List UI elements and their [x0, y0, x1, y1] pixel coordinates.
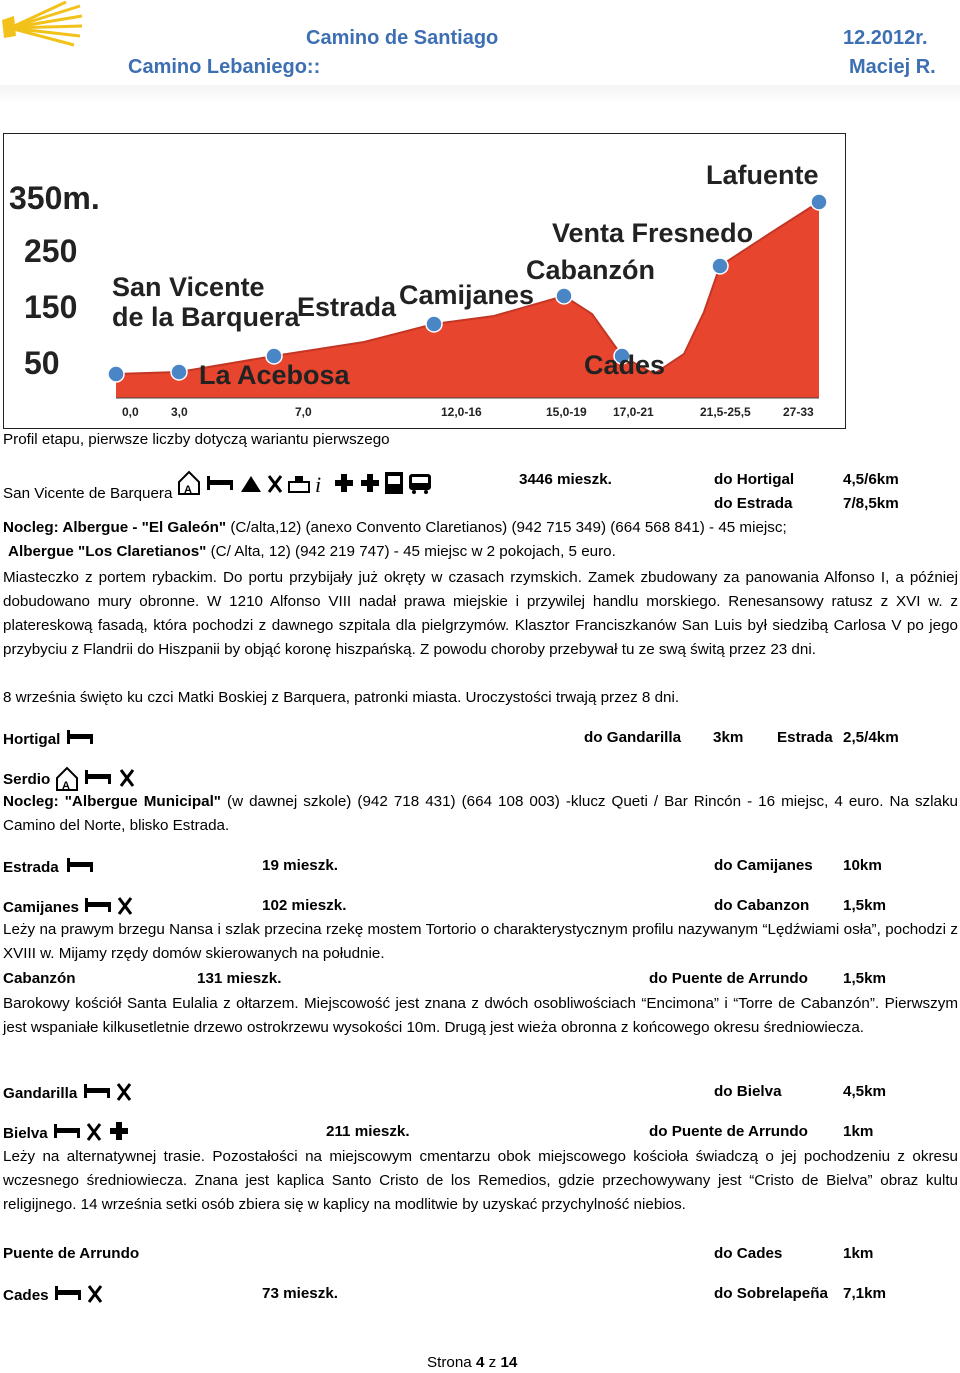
- bielva-icons: [52, 1120, 136, 1146]
- restaurant-icon: [88, 1124, 100, 1140]
- hortigal-to: do Gandarilla: [584, 729, 682, 746]
- point-lafuente: [811, 194, 827, 210]
- estrada-to: do Camijanes: [714, 857, 813, 874]
- san-vicente-description: Miasteczko z portem rybackim. Do portu przybijały już okręty w czasach rzymskich. Zamek zbudowany za panowania Alfonso I, a później dobudowano mury obronne. W 1210 Alfonso VIII nadał prawa miejskie i przywilej handlu morskiego. Renesansowy ratusz z XVI w. z platereskową fasadą, która pochodzi z dawnego szpitala dla pielgrzymów. Klasztor Franciszkanów San Luis był siedzibą Carlosa V po jego przybyciu z Flandrii do Hiszpanii by objąć koronę hiszpańską. Z powodu choroby przebywał tu ze swą świtą przez 23 dni.: [3, 569, 958, 658]
- bielva-dist: 1km: [843, 1123, 874, 1140]
- san-vicente-festival: 8 września święto ku czci Matki Boskiej z Barquera, patronki miasta. Uroczystości trwają przez 8 dni.: [3, 689, 680, 706]
- svg-text:A: A: [183, 484, 192, 496]
- cabanzon-dist: 1,5km: [843, 970, 887, 987]
- camijanes-name: Camijanes: [3, 899, 79, 916]
- bed-icon: [55, 1286, 81, 1300]
- bed-icon: [63, 854, 97, 880]
- restaurant-icon: [119, 898, 131, 914]
- restaurant-icon: [118, 1084, 130, 1100]
- cabanzon-population: 131 mieszk.: [197, 970, 282, 987]
- restaurant-icon: [121, 770, 133, 786]
- cabanzon-name: Cabanzón: [3, 970, 76, 987]
- gandarilla-row: [3, 1080, 138, 1106]
- camijanes-row: [3, 894, 139, 920]
- san-vicente-lodging-1: Nocleg: Albergue - "El Galeón" (C/alta,12) (anexo Convento Claretianos) (942 715 349) (664 568 841) - 45 miejsc;: [3, 519, 787, 536]
- y-label-50: 50: [24, 345, 60, 381]
- svg-text:i: i: [314, 472, 321, 497]
- profile-caption: Profil etapu, pierwsze liczby dotyczą wariantu pierwszego: [3, 431, 390, 448]
- header-shadow: [0, 85, 960, 103]
- serdio-row: [3, 764, 145, 792]
- san-vicente-population: 3446 mieszk.: [519, 471, 612, 488]
- header-title: Camino de Santiago: [306, 27, 499, 49]
- cades-population: 73 mieszk.: [262, 1285, 338, 1302]
- serdio-name: Serdio: [3, 771, 51, 788]
- san-vicente-name: San Vicente de Barquera: [3, 485, 173, 502]
- label-cabanzon: Cabanzón: [526, 255, 656, 285]
- label-san-vicente-2: de la Barquera: [112, 302, 300, 332]
- san-vicente-dist-hortigal: 4,5/6km: [843, 471, 899, 488]
- camijanes-description: Leży na prawym brzegu Nansa i szlak przecina rzekę mostem Tortorio o charakterystycznym profilu nazywanym “Lędźwiami osła”, pochodzi z XVIII w. Mijamy rzędy domów skierowanych na południe.: [3, 921, 958, 962]
- label-estrada: Estrada: [297, 292, 397, 322]
- svg-text:A: A: [61, 780, 70, 792]
- medical-cross-icon: [110, 1122, 128, 1140]
- tent-icon: [241, 476, 261, 492]
- bielva-to: do Puente de Arrundo: [649, 1123, 808, 1140]
- puente-dist: 1km: [843, 1245, 874, 1262]
- label-la-acebosa: La Acebosa: [199, 360, 350, 390]
- gandarilla-icons: [82, 1080, 138, 1106]
- camijanes-icons: [83, 894, 139, 920]
- camijanes-population: 102 mieszk.: [262, 897, 347, 914]
- estrada-name: Estrada: [3, 859, 59, 876]
- cades-row: [3, 1282, 109, 1308]
- bed-icon: [84, 1084, 110, 1098]
- x-label-6: 21,5-25,5: [700, 405, 751, 419]
- bielva-description: Leży na alternatywnej trasie. Pozostałości na miejscowym cmentarzu obok miejscowego kościoła świadczą o jej pochodzeniu z okresu wczesnego średniowiecza. Znana jest kaplica Santo Cristo de los Remedios, gdzie przechowywany jest “Cristo de Bielva” obraz kultu religijnego. 14 września setki osób zbiera się w kaplicy na modlitwie by uzyskać przychylność niebios.: [3, 1148, 958, 1213]
- cades-to: do Sobrelapeña: [714, 1285, 828, 1302]
- cabanzon-to: do Puente de Arrundo: [649, 970, 808, 987]
- point-cabanzon: [556, 288, 572, 304]
- header-subtitle: Camino Lebaniego::: [128, 56, 321, 78]
- albergue-icon: [57, 768, 77, 792]
- san-vicente-dist-estrada: 7/8,5km: [843, 495, 899, 512]
- bed-icon: [207, 476, 233, 490]
- y-label-250: 250: [24, 233, 78, 269]
- gandarilla-name: Gandarilla: [3, 1085, 78, 1102]
- san-vicente-lodging-2: Albergue "Los Claretianos" (C/ Alta, 12) (942 219 747) - 45 miejsc w 2 pokojach, 5 euro.: [8, 543, 616, 560]
- point-venta-fresnedo: [712, 258, 728, 274]
- puente-name: Puente de Arrundo: [3, 1245, 140, 1262]
- cabanzon-description: Barokowy kościół Santa Eulalia z ołtarzem. Miejscowość jest znana z dwóch osobliwościach “Encimona” i “Torre de Cabanzón”. Pierwszym jest wspaniałe kilkusetletnie drzewo ostrokrzewu wysokości 10m. Drugą jest wieża obronna z końcowego okresu średniowiecza.: [3, 995, 958, 1036]
- x-label-3: 12,0-16: [441, 405, 482, 419]
- camijanes-to: do Cabanzon: [714, 897, 810, 914]
- gandarilla-dist: 4,5km: [843, 1083, 887, 1100]
- bed-icon: [65, 726, 95, 752]
- cades-dist: 7,1km: [843, 1285, 887, 1302]
- san-vicente-to-estrada: do Estrada: [714, 495, 793, 512]
- restaurant-icon: [89, 1286, 101, 1302]
- point-san-vicente: [108, 366, 124, 382]
- san-vicente-row: [3, 468, 449, 506]
- albergue-icon: [179, 472, 199, 496]
- bielva-population: 211 mieszk.: [326, 1123, 410, 1140]
- estrada-row: [3, 854, 97, 880]
- hortigal-name: Hortigal: [3, 731, 61, 748]
- cades-name: Cades: [3, 1287, 49, 1304]
- point-la-acebosa: [171, 364, 187, 380]
- x-label-0: 0,0: [122, 405, 139, 419]
- cades-icons: [53, 1282, 109, 1308]
- restaurant-icon: [269, 476, 281, 492]
- bed-icon: [85, 770, 111, 784]
- scallop-shell-logo: [0, 0, 86, 52]
- label-cades: Cades: [584, 350, 666, 380]
- header-author: Maciej R.: [849, 56, 936, 78]
- hortigal-dist-2: 2,5/4km: [843, 729, 899, 746]
- hortigal-to-2: Estrada: [777, 729, 833, 746]
- point-camijanes: [426, 316, 442, 332]
- atm-icon: [385, 472, 403, 494]
- x-label-4: 15,0-19: [546, 405, 587, 419]
- camijanes-dist: 1,5km: [843, 897, 887, 914]
- bed-icon: [54, 1124, 80, 1138]
- gandarilla-to: do Bielva: [714, 1083, 782, 1100]
- label-lafuente: Lafuente: [706, 160, 819, 190]
- label-camijanes: Camijanes: [399, 280, 535, 310]
- estrada-population: 19 mieszk.: [262, 857, 338, 874]
- serdio-lodging: Nocleg: "Albergue Municipal" (w dawnej szkole) (942 718 431) (664 108 003) -klucz Queti / Bar Rincón - 16 miejsc, 4 euro. Na szlaku Camino del Norte, blisko Estrada.: [3, 793, 958, 834]
- service-icons: [177, 468, 449, 506]
- page-number: Strona 4 z 14: [427, 1354, 518, 1371]
- pharmacy-cross-icon: [361, 474, 379, 492]
- x-label-2: 7,0: [295, 405, 312, 419]
- shop-icon: [289, 476, 309, 492]
- serdio-icons: [55, 764, 145, 792]
- info-icon: [315, 472, 321, 497]
- x-label-5: 17,0-21: [613, 405, 654, 419]
- bielva-name: Bielva: [3, 1125, 48, 1142]
- hortigal-row: [3, 726, 95, 752]
- y-label-150: 150: [24, 289, 78, 325]
- y-label-350: 350m.: [9, 180, 100, 216]
- x-label-7: 27-33: [783, 405, 814, 419]
- san-vicente-to-hortigal: do Hortigal: [714, 471, 795, 488]
- header-date: 12.2012r.: [843, 27, 928, 49]
- label-venta-fresnedo: Venta Fresnedo: [552, 218, 754, 248]
- puente-to: do Cades: [714, 1245, 783, 1262]
- x-label-1: 3,0: [171, 405, 188, 419]
- bed-icon: [85, 898, 111, 912]
- bus-icon: [409, 474, 431, 494]
- elevation-profile: [3, 133, 846, 429]
- bielva-row: [3, 1120, 136, 1146]
- label-san-vicente-1: San Vicente: [112, 272, 265, 302]
- hortigal-dist: 3km: [713, 729, 744, 746]
- estrada-dist: 10km: [843, 857, 882, 874]
- medical-cross-icon: [335, 474, 353, 492]
